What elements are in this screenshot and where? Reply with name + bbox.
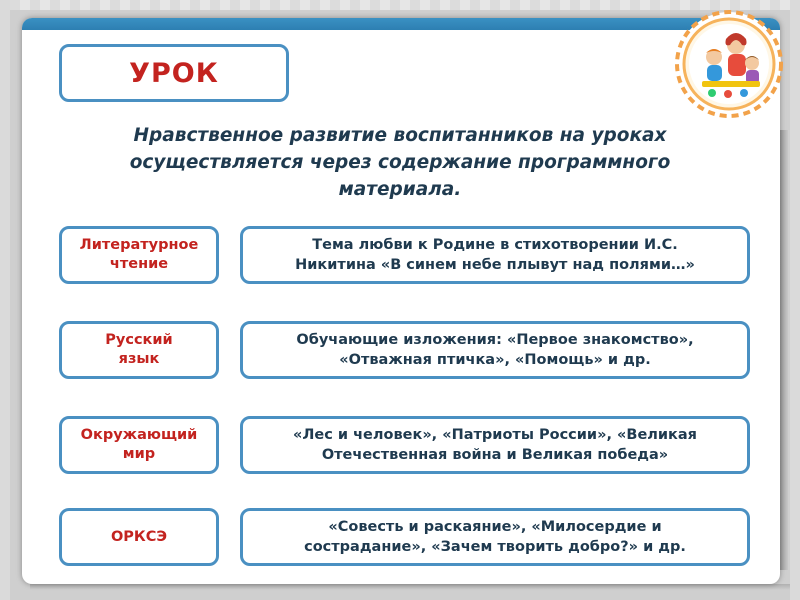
intro-line: материала. — [338, 179, 462, 200]
subject-box-literature — [59, 226, 219, 284]
subject-label: ОРКСЭ — [110, 528, 168, 545]
content-box-russian — [240, 321, 750, 379]
content-panel — [22, 18, 780, 584]
subject-label: Литературное — [79, 237, 199, 253]
subject-box-world — [59, 416, 219, 474]
content-text: «Отважная птичка», «Помощь» и др. — [339, 352, 651, 368]
content-text: Никитина «В синем небе плывут над полями…» — [295, 257, 695, 273]
content-text: Тема любви к Родине в стихотворении И.С. — [312, 237, 678, 253]
content-text: сострадание», «Зачем творить добро?» и др. — [304, 539, 686, 555]
intro-line: осуществляется через содержание программного — [129, 152, 671, 173]
content-box-orkse — [240, 508, 750, 566]
content-text: «Лес и человек», «Патриоты России», «Великая — [293, 427, 697, 443]
content-box-literature — [240, 226, 750, 284]
panel-side-shadow — [780, 130, 788, 570]
subject-label: Русский — [105, 332, 173, 348]
frame-right-border — [790, 0, 800, 600]
panel-bottom-shadow — [30, 584, 790, 590]
subject-label: мир — [122, 446, 156, 462]
page-title-text: УРОК — [129, 57, 219, 89]
subject-label: Окружающий — [80, 427, 198, 443]
subject-label: чтение — [109, 256, 169, 272]
intro-line: Нравственное развитие воспитанников на уроках — [133, 125, 667, 146]
content-text: Отечественная война и Великая победа» — [321, 447, 669, 463]
subject-label: язык — [118, 351, 160, 367]
content-text: «Совесть и раскаяние», «Милосердие и — [328, 519, 662, 535]
panel-top-bar — [22, 18, 780, 30]
frame-left-border — [0, 0, 10, 600]
children-family-icon — [670, 5, 788, 123]
subject-box-orkse — [59, 508, 219, 566]
content-text: Обучающие изложения: «Первое знакомство», — [296, 332, 694, 348]
page-title — [59, 44, 289, 102]
intro-text — [60, 122, 740, 203]
content-box-world — [240, 416, 750, 474]
subject-box-russian — [59, 321, 219, 379]
